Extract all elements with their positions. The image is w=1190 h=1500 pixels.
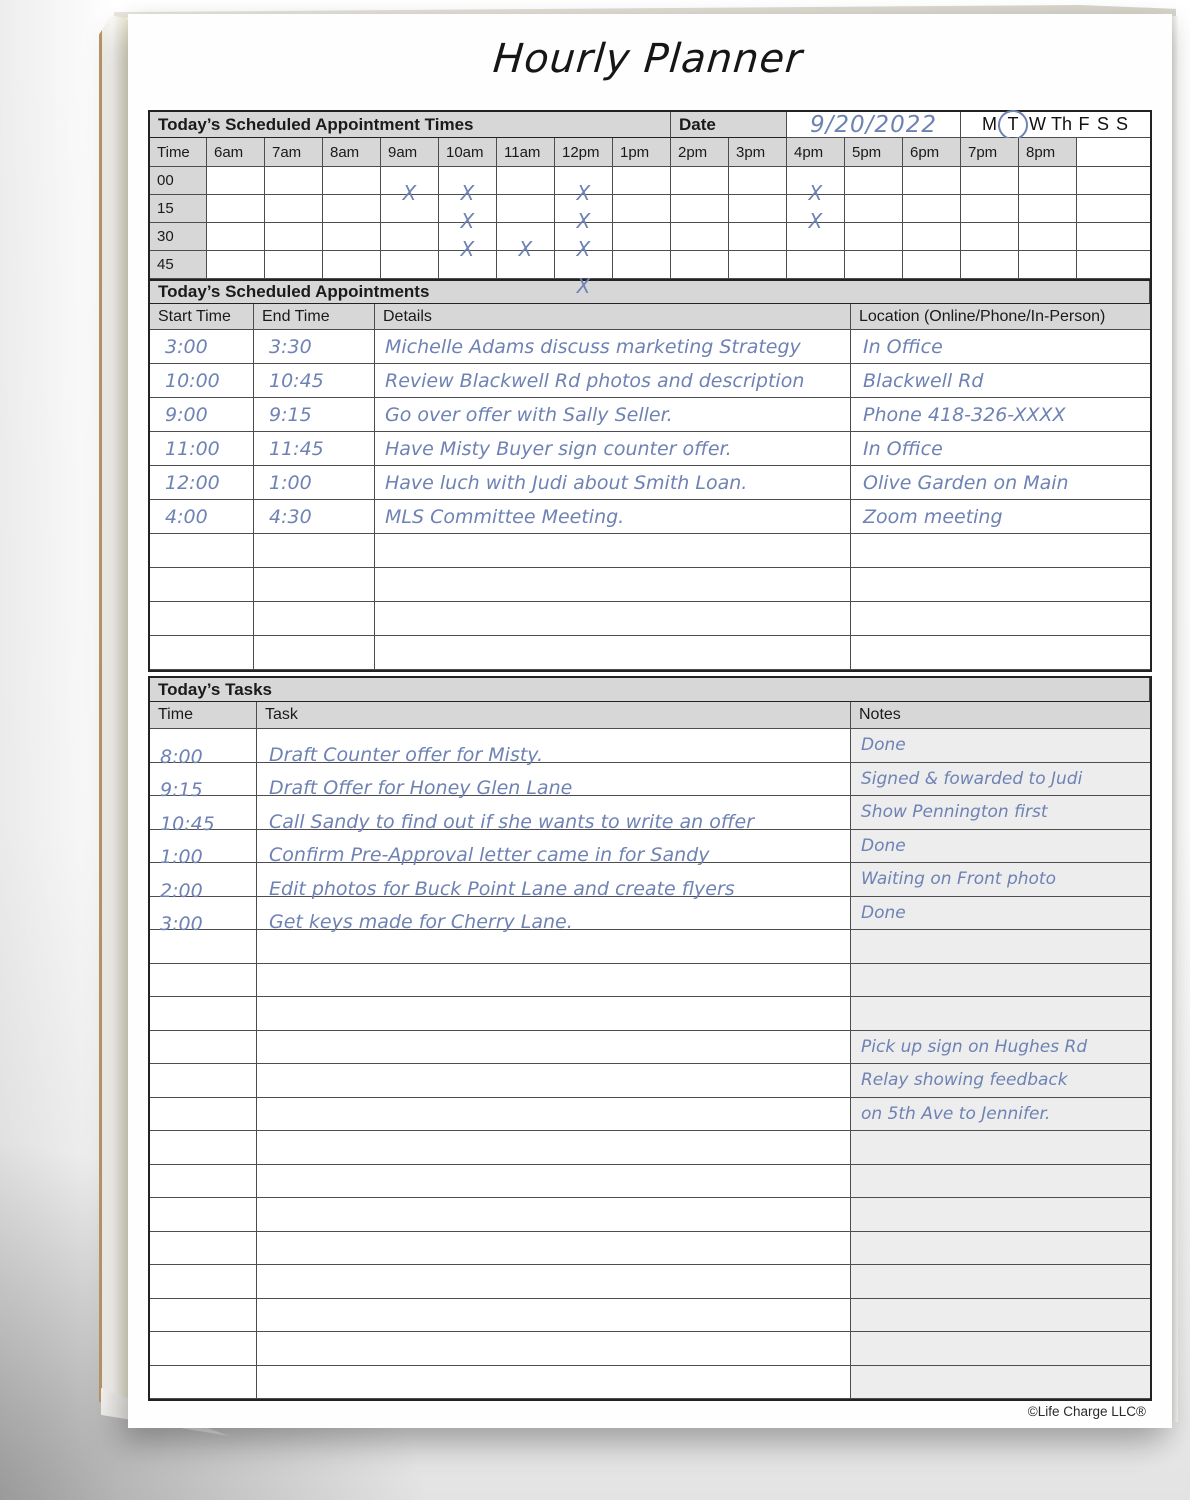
- time-slot-10am-00: [439, 167, 497, 205]
- task-time: [150, 997, 257, 1031]
- day-label: F: [1078, 114, 1090, 134]
- appointment-start-time: [150, 568, 254, 602]
- appointment-location: [851, 364, 1150, 398]
- task-description: [257, 1332, 851, 1366]
- hour-header-11am: [497, 138, 555, 167]
- time-slot-7pm-30: [961, 223, 1019, 251]
- task-description-text: Get keys made for Cherry Lane.: [269, 911, 573, 933]
- appointment-mark-x: X: [808, 181, 823, 205]
- section-title-appointments-text: Today’s Scheduled Appointments: [158, 282, 430, 301]
- appointment-start-time: [150, 602, 254, 636]
- time-slot-empty-00: [1077, 167, 1150, 195]
- appointment-details: [375, 466, 851, 500]
- appointment-details: [375, 364, 851, 398]
- hour-header-empty: [1077, 138, 1150, 167]
- appointment-details-text: MLS Committee Meeting.: [385, 505, 625, 528]
- appointment-location: [851, 466, 1150, 500]
- minute-label-00: [150, 167, 207, 195]
- appointment-start-time-text: 3:00: [165, 335, 208, 358]
- appointment-mark-x: X: [402, 181, 417, 205]
- section-title-appointments: [150, 281, 1150, 304]
- task-notes: [851, 1366, 1150, 1400]
- appointment-details-text: Have Misty Buyer sign counter offer.: [385, 437, 732, 460]
- task-time: [150, 763, 257, 801]
- time-slot-1pm-15: [613, 195, 671, 223]
- hour-header-8am-text: 8am: [330, 143, 360, 161]
- appointments-column-header-text: End Time: [262, 307, 330, 325]
- time-slot-6pm-30: [903, 223, 961, 251]
- task-time: [150, 964, 257, 998]
- notepad-page-stack-edge: [99, 15, 129, 1417]
- task-time: [150, 863, 257, 902]
- task-time: [150, 1366, 257, 1400]
- page-title: Hourly Planner: [491, 36, 805, 82]
- appointments-column-header-text: Location (Online/Phone/In-Person): [859, 307, 1106, 325]
- task-description: [257, 897, 851, 931]
- task-description: [257, 930, 851, 964]
- appointment-end-time: [254, 466, 375, 500]
- appointment-mark-x: X: [576, 209, 591, 233]
- task-time: [150, 796, 257, 835]
- notepad-right-edge: [1172, 16, 1178, 1422]
- task-description-text: Call Sandy to find out if she wants to write an offer: [269, 810, 755, 833]
- time-slot-8am-15: [323, 195, 381, 223]
- time-slot-7pm-00: [961, 167, 1019, 195]
- minute-label-15: [150, 195, 207, 223]
- hour-header-9am-text: 9am: [388, 143, 418, 161]
- task-notes: [851, 1165, 1150, 1199]
- hour-header-7pm: [961, 138, 1019, 167]
- appointment-details: [375, 636, 851, 670]
- task-description: [257, 1198, 851, 1232]
- appointments-column-header-text: Start Time: [158, 307, 231, 325]
- task-description-text: Edit photos for Buck Point Lane and create flyers: [269, 877, 735, 900]
- appointment-details: [375, 568, 851, 602]
- time-slot-8am-00: [323, 167, 381, 195]
- task-notes: [851, 1198, 1150, 1232]
- appointment-end-time: [254, 330, 375, 364]
- minute-label-15-text: 15: [157, 200, 174, 217]
- hour-header-12pm-text: 12pm: [562, 143, 600, 161]
- appointment-mark-x: X: [576, 181, 591, 205]
- hour-header-8am: [323, 138, 381, 167]
- time-slot-6am-15: [207, 195, 265, 223]
- hour-header-6pm: [903, 138, 961, 167]
- appointments-column-header-text: Details: [383, 307, 432, 325]
- appointment-end-time: [254, 364, 375, 398]
- task-notes: [851, 1064, 1150, 1098]
- day-label: Th: [1050, 114, 1072, 134]
- time-slot-2pm-00: [671, 167, 729, 195]
- tasks-column-header-text: Task: [265, 706, 298, 723]
- appointment-location-text: In Office: [863, 335, 943, 358]
- appointment-location-text: Phone 418-326-XXXX: [863, 403, 1066, 426]
- appointment-location: [851, 432, 1150, 466]
- hour-header-4pm: [787, 138, 845, 167]
- date-label-text: Date: [679, 114, 716, 134]
- task-time: [150, 1232, 257, 1266]
- hour-header-1pm: [613, 138, 671, 167]
- date-value-handwritten-text: 9/20/2022: [810, 111, 937, 138]
- task-time-text: 1:00: [160, 846, 203, 868]
- day-label: S: [1115, 114, 1128, 134]
- hour-header-8pm-text: 8pm: [1026, 143, 1056, 161]
- time-slot-7am-45: [265, 251, 323, 279]
- hour-header-10am-text: 10am: [446, 143, 484, 161]
- date-label: [671, 112, 787, 138]
- planner-content: [148, 14, 1148, 1428]
- appointment-start-time: [150, 398, 254, 432]
- appointment-details: [375, 432, 851, 466]
- appointment-end-time-text: 4:30: [269, 505, 312, 528]
- appointment-end-time: [254, 534, 375, 568]
- task-time: [150, 1165, 257, 1199]
- time-slot-1pm-45: [613, 251, 671, 279]
- minute-label-45: [150, 251, 207, 279]
- appointment-mark-x: X: [576, 274, 591, 298]
- appointment-details: [375, 398, 851, 432]
- time-slot-8pm-15: [1019, 195, 1077, 223]
- task-time: [150, 1299, 257, 1333]
- task-time: [150, 897, 257, 935]
- task-time-text: 10:45: [160, 812, 215, 835]
- time-slot-7am-15: [265, 195, 323, 223]
- appointment-location-text: Blackwell Rd: [863, 369, 984, 392]
- time-slot-5pm-00: [845, 167, 903, 195]
- task-notes-text: Done: [861, 835, 906, 856]
- task-notes: [851, 997, 1150, 1031]
- appointment-location: [851, 398, 1150, 432]
- time-slot-4pm-00: [787, 167, 845, 205]
- time-slot-11am-00: [497, 167, 555, 195]
- task-time: [150, 1064, 257, 1098]
- task-notes: [851, 1131, 1150, 1165]
- appointment-location-text: Olive Garden on Main: [863, 471, 1069, 494]
- appointment-start-time: [150, 636, 254, 670]
- appointment-start-time: [150, 330, 254, 364]
- task-notes-text: Signed & fowarded to Judi: [861, 768, 1083, 789]
- appointment-end-time-text: 11:45: [269, 437, 324, 460]
- time-slot-empty-45: [1077, 251, 1150, 279]
- task-notes: [851, 830, 1150, 864]
- appointment-start-time: [150, 534, 254, 568]
- task-notes: [851, 897, 1150, 931]
- time-slot-5pm-15: [845, 195, 903, 223]
- appointment-details-text: Michelle Adams discuss marketing Strategy: [385, 335, 801, 358]
- task-time-text: 8:00: [160, 745, 203, 768]
- appointment-location: [851, 636, 1150, 670]
- task-description-text: Draft Counter offer for Misty.: [269, 743, 544, 766]
- appointment-details: [375, 330, 851, 364]
- appointment-location-text: Zoom meeting: [863, 505, 1003, 528]
- task-time: [150, 1031, 257, 1065]
- time-slot-8pm-00: [1019, 167, 1077, 195]
- hour-header-6am-text: 6am: [214, 143, 244, 161]
- appointment-start-time-text: 10:00: [165, 369, 220, 392]
- task-description: [257, 1232, 851, 1266]
- hour-header-10am: [439, 138, 497, 167]
- hour-header-9am: [381, 138, 439, 167]
- appointment-start-time: [150, 364, 254, 398]
- section-title-tasks: [150, 678, 1150, 702]
- task-notes-text: Done: [861, 735, 906, 756]
- appointments-table: [148, 279, 1152, 672]
- time-slot-6am-30: [207, 223, 265, 251]
- hour-header-5pm-text: 5pm: [852, 143, 882, 161]
- appointment-details: [375, 500, 851, 534]
- time-slot-8am-45: [323, 251, 381, 279]
- time-slot-3pm-30: [729, 223, 787, 251]
- task-time: [150, 1098, 257, 1132]
- task-notes: [851, 964, 1150, 998]
- appointment-end-time: [254, 432, 375, 466]
- time-slot-6pm-15: [903, 195, 961, 223]
- appointment-end-time: [254, 636, 375, 670]
- time-slot-1pm-30: [613, 223, 671, 251]
- task-description: [257, 863, 851, 900]
- appointment-end-time-text: 1:00: [269, 471, 312, 494]
- task-notes: [851, 1098, 1150, 1132]
- appointment-start-time-text: 9:00: [165, 403, 208, 426]
- time-slot-8pm-30: [1019, 223, 1077, 251]
- minute-label-30-text: 30: [157, 228, 174, 245]
- task-description: [257, 964, 851, 998]
- tasks-table: [148, 676, 1152, 1401]
- section-title-tasks-text: Today’s Tasks: [158, 679, 273, 699]
- date-value-handwritten: [787, 112, 961, 138]
- day-label: S: [1096, 114, 1109, 134]
- appointment-end-time-text: 10:45: [269, 369, 324, 392]
- tasks-column-header: [257, 702, 851, 729]
- appointment-location: [851, 602, 1150, 636]
- task-description: [257, 1265, 851, 1299]
- appointments-column-header: [851, 304, 1150, 330]
- appointment-details-text: Go over offer with Sally Seller.: [385, 403, 673, 426]
- time-slot-6am-45: [207, 251, 265, 279]
- appointment-location-text: In Office: [863, 437, 943, 460]
- appointment-location: [851, 330, 1150, 364]
- time-slot-8am-30: [323, 223, 381, 251]
- appointment-start-time-text: 11:00: [165, 437, 220, 460]
- day-label: M: [981, 114, 997, 134]
- appointments-column-header: [254, 304, 375, 330]
- hour-header-6am: [207, 138, 265, 167]
- tasks-column-header: [851, 702, 1150, 729]
- appointment-mark-x: X: [576, 237, 591, 261]
- appointment-details: [375, 534, 851, 568]
- task-description: [257, 1031, 851, 1065]
- task-description: [257, 1366, 851, 1400]
- tasks-column-header-text: Time: [158, 706, 193, 723]
- appointment-mark-x: X: [808, 209, 823, 233]
- time-slot-7am-00: [265, 167, 323, 195]
- task-time: [150, 729, 257, 768]
- appointment-details-text: Review Blackwell Rd photos and description: [385, 369, 805, 392]
- time-slot-6pm-45: [903, 251, 961, 279]
- time-slot-9am-00: [381, 167, 439, 205]
- hour-header-11am-text: 11am: [504, 143, 541, 161]
- time-slot-5pm-45: [845, 251, 903, 279]
- appointment-details-text: Have luch with Judi about Smith Loan.: [385, 471, 748, 494]
- time-slot-3pm-15: [729, 195, 787, 223]
- task-description: [257, 1064, 851, 1098]
- time-slot-2pm-15: [671, 195, 729, 223]
- appointment-location: [851, 500, 1150, 534]
- time-slot-6am-00: [207, 167, 265, 195]
- task-description: [257, 997, 851, 1031]
- tasks-column-header: [150, 702, 257, 729]
- task-description: [257, 729, 851, 766]
- task-notes: [851, 1265, 1150, 1299]
- task-description: [257, 796, 851, 833]
- appointment-details: [375, 602, 851, 636]
- hour-header-2pm: [671, 138, 729, 167]
- appointment-end-time: [254, 602, 375, 636]
- task-notes: [851, 796, 1150, 830]
- task-description: [257, 763, 851, 797]
- task-notes: [851, 763, 1150, 797]
- appointment-end-time: [254, 500, 375, 534]
- planner-page: [128, 14, 1172, 1428]
- task-description: [257, 1165, 851, 1199]
- hour-header-7am: [265, 138, 323, 167]
- task-description-text: Confirm Pre-Approval letter came in for Sandy: [269, 844, 710, 866]
- task-description: [257, 1131, 851, 1165]
- task-notes-text: Relay showing feedback: [861, 1070, 1068, 1091]
- hour-header-7am-text: 7am: [272, 143, 302, 161]
- appointment-mark-x: X: [518, 237, 533, 261]
- appointments-column-header: [150, 304, 254, 330]
- task-time-text: 3:00: [160, 913, 203, 935]
- task-description-text: Draft Offer for Honey Glen Lane: [269, 777, 573, 799]
- task-description: [257, 1098, 851, 1132]
- day-label: W: [1028, 114, 1046, 134]
- time-slot-3pm-45: [729, 251, 787, 279]
- time-slot-12pm-00: [555, 167, 613, 205]
- time-slot-11am-30: [497, 223, 555, 261]
- time-slot-7am-30: [265, 223, 323, 251]
- appointment-end-time: [254, 398, 375, 432]
- task-notes: [851, 863, 1150, 897]
- tasks-column-header-text: Notes: [859, 706, 901, 723]
- appointment-start-time: [150, 432, 254, 466]
- appointment-end-time-text: 3:30: [269, 335, 312, 358]
- day-of-week-selector: [961, 112, 1150, 138]
- section-title-appointment-times: [150, 112, 671, 138]
- time-slot-7pm-45: [961, 251, 1019, 279]
- hour-header-8pm: [1019, 138, 1077, 167]
- minute-label-30: [150, 223, 207, 251]
- time-slot-empty-30: [1077, 223, 1150, 251]
- time-slot-2pm-45: [671, 251, 729, 279]
- minute-label-45-text: 45: [157, 256, 174, 273]
- time-slot-1pm-00: [613, 167, 671, 195]
- hour-header-5pm: [845, 138, 903, 167]
- time-slot-2pm-30: [671, 223, 729, 251]
- task-time: [150, 930, 257, 964]
- brand-mark: ©Life Charge LLC®: [1027, 1404, 1146, 1419]
- time-slot-4pm-45: [787, 251, 845, 279]
- appointment-start-time-text: 12:00: [165, 471, 220, 494]
- task-time: [150, 830, 257, 868]
- time-slot-6pm-00: [903, 167, 961, 195]
- time-slot-7pm-15: [961, 195, 1019, 223]
- task-notes: [851, 1299, 1150, 1333]
- hour-header-12pm: [555, 138, 613, 167]
- task-notes: [851, 1031, 1150, 1065]
- hour-header-3pm-text: 3pm: [736, 143, 766, 161]
- task-notes: [851, 729, 1150, 763]
- section-title-appointment-times-text: Today’s Scheduled Appointment Times: [158, 114, 474, 134]
- task-notes-text: Show Pennington first: [861, 802, 1048, 823]
- appointment-location: [851, 534, 1150, 568]
- hour-header-7pm-text: 7pm: [968, 143, 998, 161]
- task-notes: [851, 930, 1150, 964]
- time-slot-5pm-30: [845, 223, 903, 251]
- task-description: [257, 1299, 851, 1333]
- appointment-end-time: [254, 568, 375, 602]
- appointment-start-time-text: 4:00: [165, 505, 208, 528]
- appointment-start-time: [150, 500, 254, 534]
- task-notes: [851, 1232, 1150, 1266]
- appointment-mark-x: X: [460, 209, 475, 233]
- task-notes-text: Waiting on Front photo: [861, 869, 1057, 890]
- hour-header-6pm-text: 6pm: [910, 143, 940, 161]
- time-slot-9am-30: [381, 223, 439, 251]
- time-slot-9am-45: [381, 251, 439, 279]
- appointment-mark-x: X: [460, 181, 475, 205]
- appointment-location: [851, 568, 1150, 602]
- day-label-circled: T: [998, 110, 1028, 140]
- time-column-header-text: Time: [157, 143, 190, 161]
- appointment-start-time: [150, 466, 254, 500]
- time-slot-8pm-45: [1019, 251, 1077, 279]
- task-time: [150, 1265, 257, 1299]
- appointment-end-time-text: 9:15: [269, 403, 312, 426]
- hour-header-3pm: [729, 138, 787, 167]
- appointments-column-header: [375, 304, 851, 330]
- time-column-header: [150, 138, 207, 167]
- task-time-text: 2:00: [160, 879, 203, 902]
- task-time: [150, 1332, 257, 1366]
- time-slot-11am-15: [497, 195, 555, 223]
- minute-label-00-text: 00: [157, 172, 174, 189]
- task-notes-text: on 5th Ave to Jennifer.: [861, 1103, 1051, 1124]
- task-time: [150, 1131, 257, 1165]
- appointment-mark-x: X: [460, 237, 475, 261]
- task-notes-text: Pick up sign on Hughes Rd: [861, 1036, 1088, 1057]
- task-notes-text: Done: [861, 902, 906, 923]
- task-time: [150, 1198, 257, 1232]
- task-description: [257, 830, 851, 864]
- hour-header-4pm-text: 4pm: [794, 143, 824, 161]
- task-time-text: 9:15: [160, 779, 203, 801]
- time-slot-3pm-00: [729, 167, 787, 195]
- hour-header-2pm-text: 2pm: [678, 143, 708, 161]
- time-slot-empty-15: [1077, 195, 1150, 223]
- task-notes: [851, 1332, 1150, 1366]
- hour-header-1pm-text: 1pm: [620, 143, 650, 161]
